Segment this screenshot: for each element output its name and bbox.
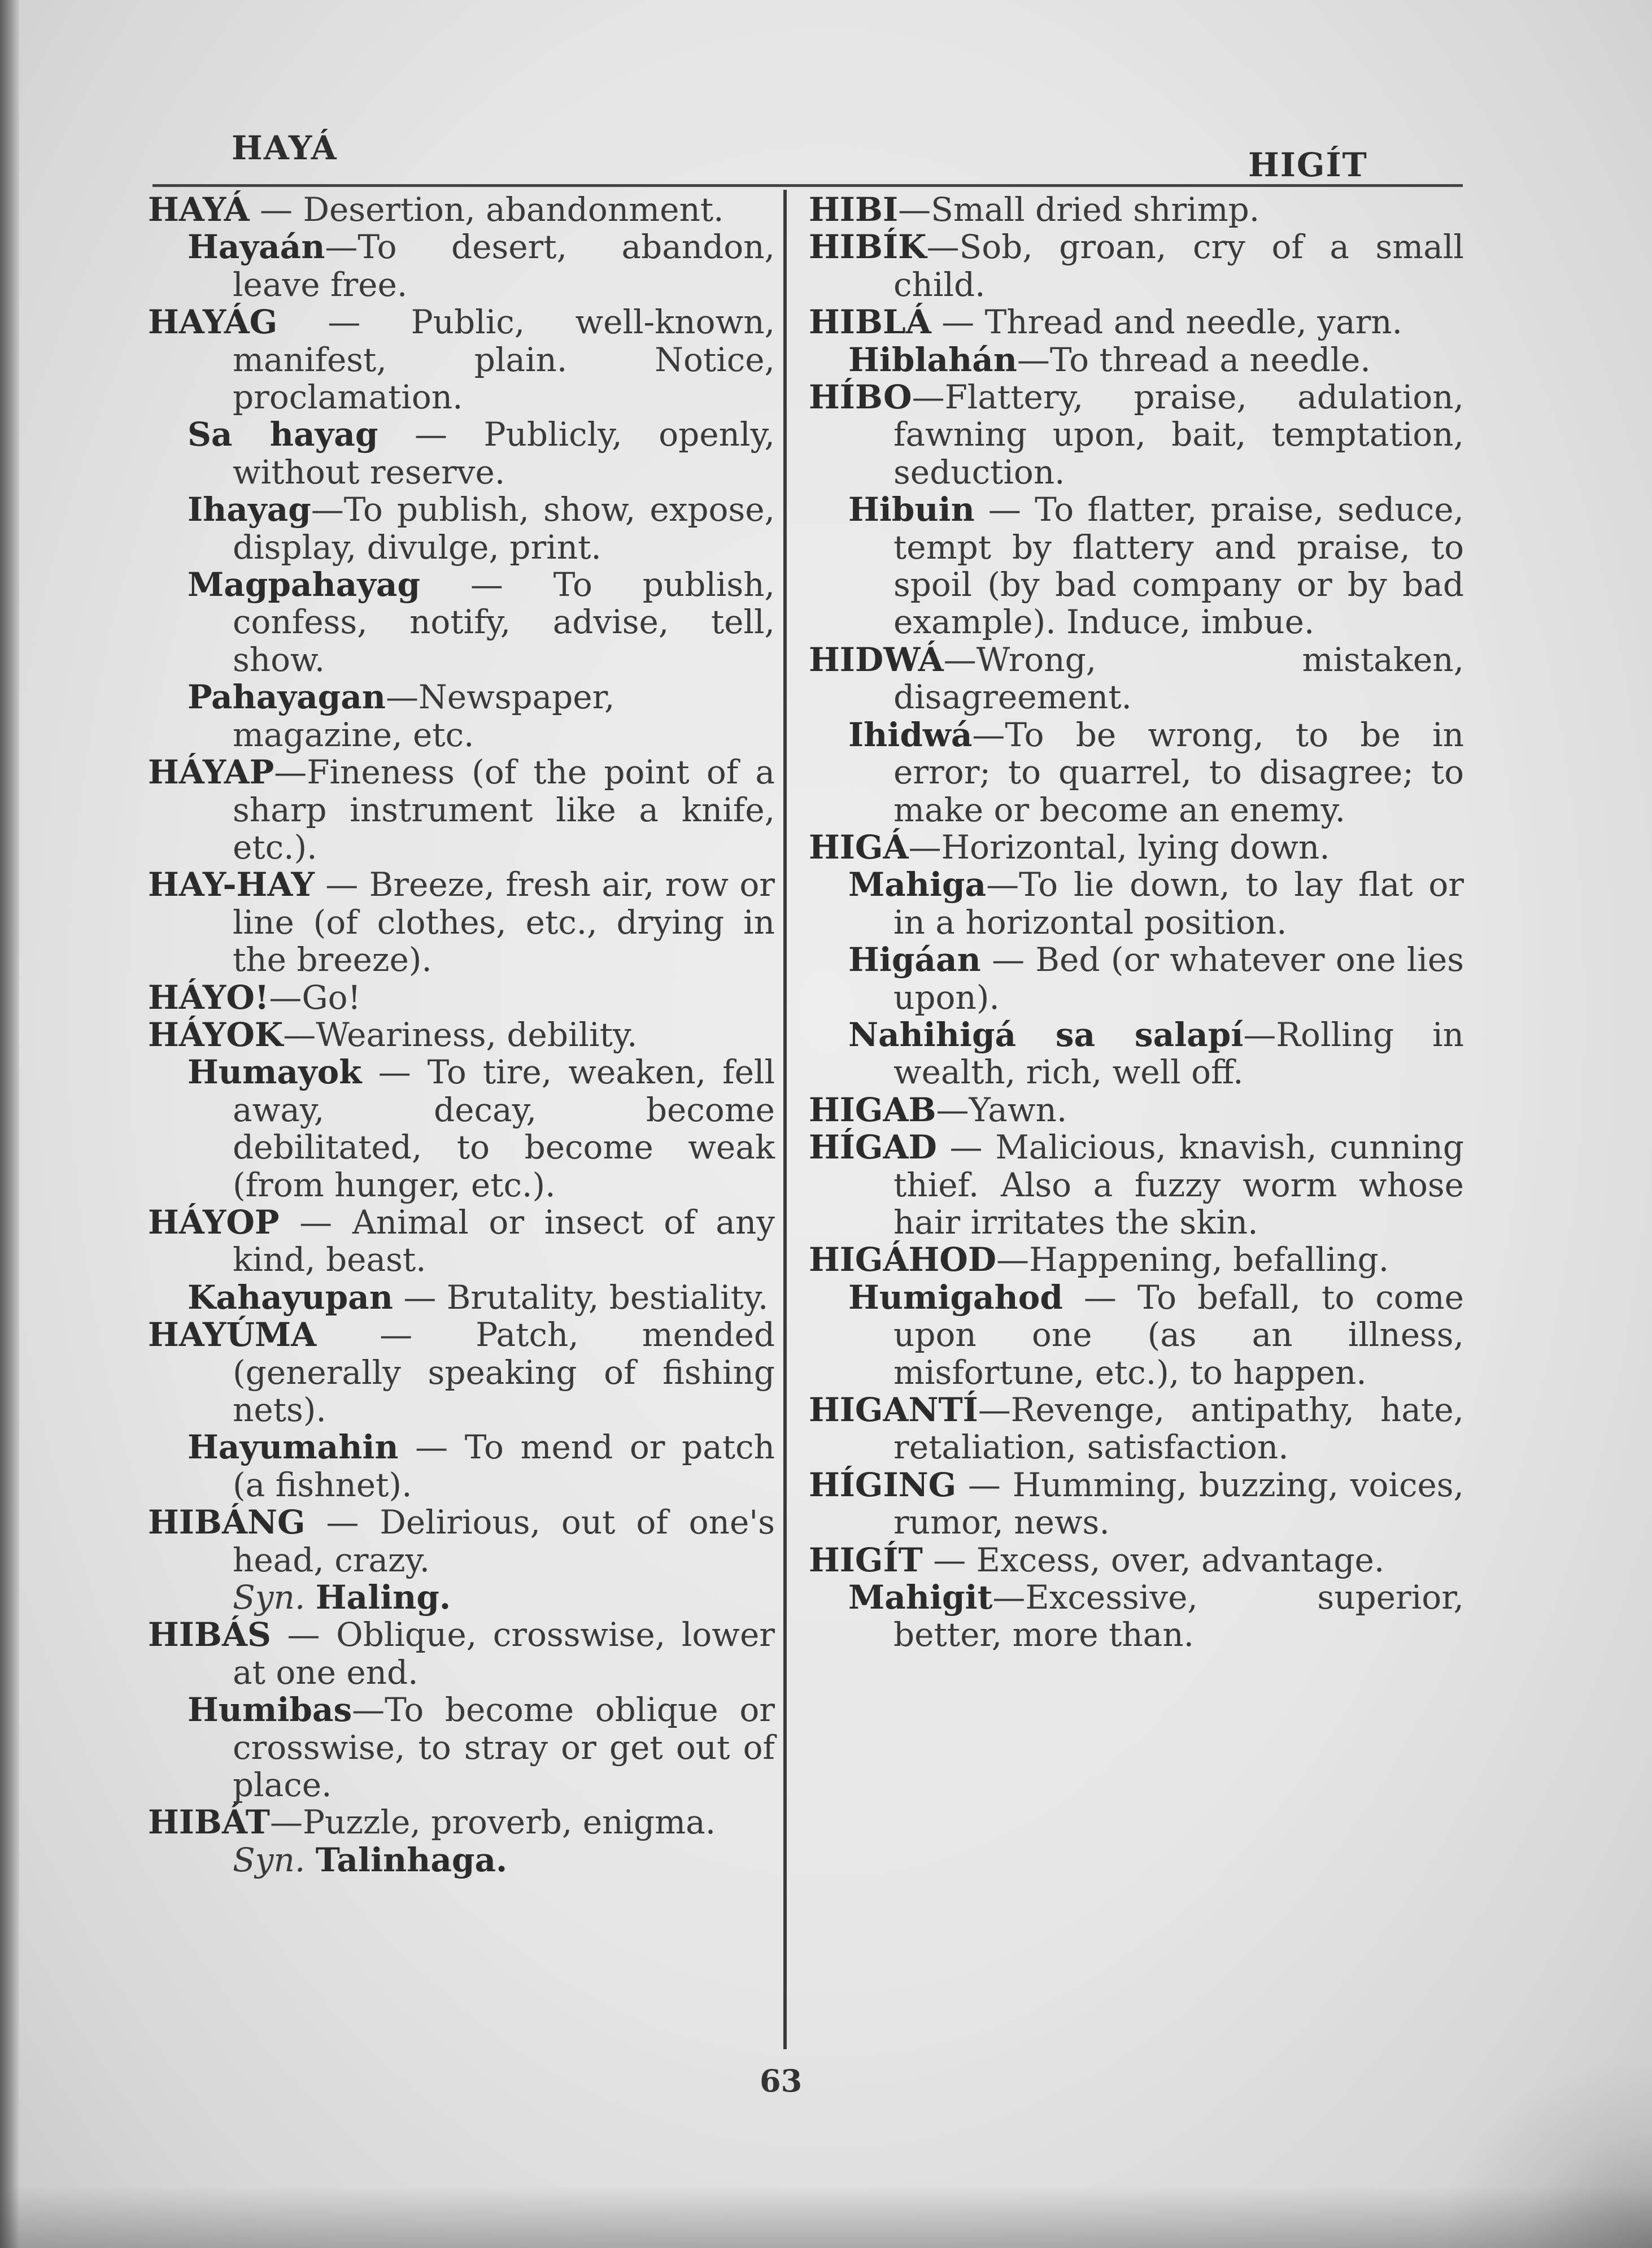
entry-headword: HIGÍT xyxy=(809,1540,923,1579)
subentry-term: Hibuin xyxy=(848,490,975,529)
entry xyxy=(809,1541,1464,1579)
entry xyxy=(809,1391,1464,1466)
entry-headword: HÁYOK xyxy=(148,1015,284,1054)
entry xyxy=(148,1316,775,1428)
subentry-term: Hayaán xyxy=(188,228,325,267)
entry-definition: — Humming, buzzing, voices, rumor, news. xyxy=(893,1465,1464,1542)
entry xyxy=(148,753,775,866)
entry-definition: —Fineness (of the point of a sharp instrument like a knife, etc.). xyxy=(233,753,775,866)
entry-definition: — Public, well-known, manifest, plain. Notice, proclamation. xyxy=(233,303,775,417)
subentry xyxy=(809,1579,1464,1654)
synonym-term: Haling. xyxy=(315,1578,451,1617)
subentry xyxy=(148,491,775,566)
entry-headword: HAYÚMA xyxy=(148,1315,317,1354)
subentry xyxy=(148,1279,775,1316)
entry-headword: HIBLÁ xyxy=(809,303,931,342)
subentry-term: Pahayagan xyxy=(188,678,386,717)
subentry xyxy=(148,678,775,753)
entry-headword: HÁYOP xyxy=(148,1203,280,1241)
entry xyxy=(148,866,775,978)
subentry xyxy=(148,416,775,491)
subentry xyxy=(809,1279,1464,1391)
subentry-term: Higáan xyxy=(848,940,981,979)
entry xyxy=(148,1016,775,1053)
entry-definition: —Flattery, praise, adulation, fawning upon, bait, temptation, seduction. xyxy=(893,378,1464,491)
subentry-term: Kahayupan xyxy=(188,1278,393,1317)
column-divider xyxy=(783,190,787,2049)
entry-definition: —Newspaper, magazine, etc. xyxy=(233,678,615,754)
entry-definition: —To lie down, to lay flat or in a horizontal position. xyxy=(893,865,1464,942)
subentry xyxy=(148,1053,775,1204)
entry-definition: —Go! xyxy=(269,978,361,1017)
entry-headword: HAYÁG xyxy=(148,303,278,342)
entry-definition: —Sob, groan, cry of a small child. xyxy=(893,228,1464,304)
entry-definition: — Publicly, openly, without reserve. xyxy=(233,415,775,491)
entry xyxy=(809,829,1464,866)
entry xyxy=(809,1466,1464,1541)
entry-definition: — Thread and needle, yarn. xyxy=(931,303,1403,342)
entry xyxy=(809,303,1464,341)
entry-definition: —Weariness, debility. xyxy=(283,1015,638,1054)
entry-definition: — Bed (or whatever one lies upon). xyxy=(893,940,1464,1017)
entry-headword: HIBÁS xyxy=(148,1615,271,1654)
subentry-term: Humayok xyxy=(188,1053,362,1092)
subentry xyxy=(809,941,1464,1016)
entry-definition: —Happening, befalling. xyxy=(996,1240,1389,1279)
header-rule xyxy=(152,184,1463,187)
synonym-line xyxy=(148,1841,775,1879)
entry-definition: —Small dried shrimp. xyxy=(898,190,1260,229)
entry xyxy=(148,1204,775,1279)
entry-headword: HIBÍK xyxy=(809,228,927,267)
synonym-label: Syn. xyxy=(233,1578,306,1617)
entry-headword: HIBÁT xyxy=(148,1803,270,1842)
entry-definition: —To desert, abandon, leave free. xyxy=(233,228,775,304)
entry-definition: — To publish, confess, notify, advise, tell, show. xyxy=(233,565,775,679)
entry-definition: —To publish, show, expose, display, divulge, print. xyxy=(233,490,775,567)
entry-definition: —To become oblique or crosswise, to stray or get out of place. xyxy=(233,1691,775,1805)
entry xyxy=(809,191,1464,228)
left-column xyxy=(148,191,775,1879)
entry-headword: HIGÁHOD xyxy=(809,1240,997,1279)
entry-definition: —Puzzle, proverb, enigma. xyxy=(269,1803,716,1842)
entry-headword: HÍGING xyxy=(809,1465,957,1504)
entry-definition: — To mend or patch (a fishnet). xyxy=(233,1428,775,1504)
subentry xyxy=(809,341,1464,378)
subentry xyxy=(148,1691,775,1803)
entry-headword: HIDWÁ xyxy=(809,640,944,679)
entry-headword: HÁYAP xyxy=(148,753,274,792)
subentry-term: Ihidwá xyxy=(848,715,973,754)
entry xyxy=(148,1803,775,1841)
entry-definition: —Wrong, mistaken, disagreement. xyxy=(893,640,1464,717)
subentry xyxy=(809,716,1464,829)
page-number: 63 xyxy=(760,2063,803,2099)
entry-headword: HIBI xyxy=(809,190,899,229)
subentry xyxy=(809,491,1464,641)
entry-definition: — Breeze, fresh air, row or line (of clothes, etc., drying in the breeze). xyxy=(233,865,775,979)
entry-headword: HÁYO! xyxy=(148,978,269,1017)
entry-definition: — Patch, mended (generally speaking of fishing nets). xyxy=(233,1315,775,1429)
entry-headword: HIBÁNG xyxy=(148,1503,306,1542)
entry xyxy=(809,1241,1464,1278)
subentry xyxy=(148,566,775,678)
entry-definition: — Delirious, out of one's head, crazy. xyxy=(233,1503,775,1579)
entry-definition: — Oblique, crosswise, lower at one end. xyxy=(233,1615,775,1692)
entry-definition: —To be wrong, to be in error; to quarrel, to disagree; to make or become an enemy. xyxy=(893,715,1464,829)
entry-headword: HIGÁ xyxy=(809,827,909,866)
subentry-term: Sa hayag xyxy=(188,415,378,454)
entry xyxy=(809,228,1464,303)
subentry-term: Humibas xyxy=(188,1691,352,1729)
subentry-term: Hayumahin xyxy=(188,1428,399,1467)
entry-definition: — To befall, to come upon one (as an illness, misfortune, etc.), to happen. xyxy=(893,1278,1464,1392)
subentry-term: Hiblahán xyxy=(848,340,1017,379)
left-guide-word: HAYÁ xyxy=(232,129,338,167)
entry xyxy=(809,1091,1464,1129)
entry xyxy=(148,979,775,1016)
subentry xyxy=(809,1016,1464,1091)
entry-definition: —Horizontal, lying down. xyxy=(908,827,1330,866)
entry-headword: HÍGAD xyxy=(809,1128,937,1167)
entry-definition: — Desertion, abandonment. xyxy=(249,190,724,229)
entry-headword: HIGAB xyxy=(809,1090,936,1129)
entry-headword: HIGANTÍ xyxy=(809,1391,978,1429)
synonym-label: Syn. xyxy=(233,1840,306,1879)
subentry-term: Mahiga xyxy=(848,865,987,904)
entry xyxy=(148,303,775,416)
entry-definition: —Yawn. xyxy=(936,1090,1067,1129)
entry xyxy=(148,1616,775,1691)
entry-definition: —Rolling in wealth, rich, well off. xyxy=(893,1015,1464,1092)
entry-definition: —Excessive, superior, better, more than. xyxy=(893,1578,1464,1654)
subentry-term: Humigahod xyxy=(848,1278,1063,1317)
entry xyxy=(809,641,1464,716)
entry-headword: HÍBO xyxy=(809,378,912,417)
entry xyxy=(809,1129,1464,1241)
entry-definition: —To thread a needle. xyxy=(1017,340,1371,379)
book-spine-shadow xyxy=(0,0,19,2248)
entry-definition: — To flatter, praise, seduce, tempt by flattery and praise, to spoil (by bad company or by bad example). Induce, imbue. xyxy=(893,490,1464,642)
page-bottom-shadow xyxy=(0,2186,1652,2248)
subentry xyxy=(148,228,775,303)
synonym-term: Talinhaga. xyxy=(315,1840,508,1879)
entry xyxy=(809,378,1464,491)
subentry-term: Mahigit xyxy=(848,1578,993,1617)
entry xyxy=(148,191,775,228)
subentry xyxy=(809,866,1464,941)
entry-definition: — Malicious, knavish, cunning thief. Also a fuzzy worm whose hair irritates the skin. xyxy=(893,1128,1464,1241)
subentry xyxy=(148,1428,775,1504)
synonym-line xyxy=(148,1579,775,1616)
subentry-term: Nahihigá sa salapí xyxy=(848,1015,1244,1054)
right-column xyxy=(809,191,1464,1654)
entry xyxy=(148,1504,775,1579)
entry-definition: — To tire, weaken, fell away, decay, become debilitated, to become weak (from hunger, etc.). xyxy=(233,1053,775,1204)
entry-headword: HAYÁ xyxy=(148,190,250,229)
entry-headword: HAY-HAY xyxy=(148,865,315,904)
entry-definition: —Revenge, antipathy, hate, retaliation, satisfaction. xyxy=(893,1391,1464,1467)
entry-definition: — Animal or insect of any kind, beast. xyxy=(233,1203,775,1279)
entry-definition: — Excess, over, advantage. xyxy=(922,1540,1385,1579)
subentry-term: Ihayag xyxy=(188,490,311,529)
right-guide-word: HIGÍT xyxy=(1248,146,1368,184)
subentry-term: Magpahayag xyxy=(188,565,421,604)
entry-definition: — Brutality, bestiality. xyxy=(393,1278,769,1317)
